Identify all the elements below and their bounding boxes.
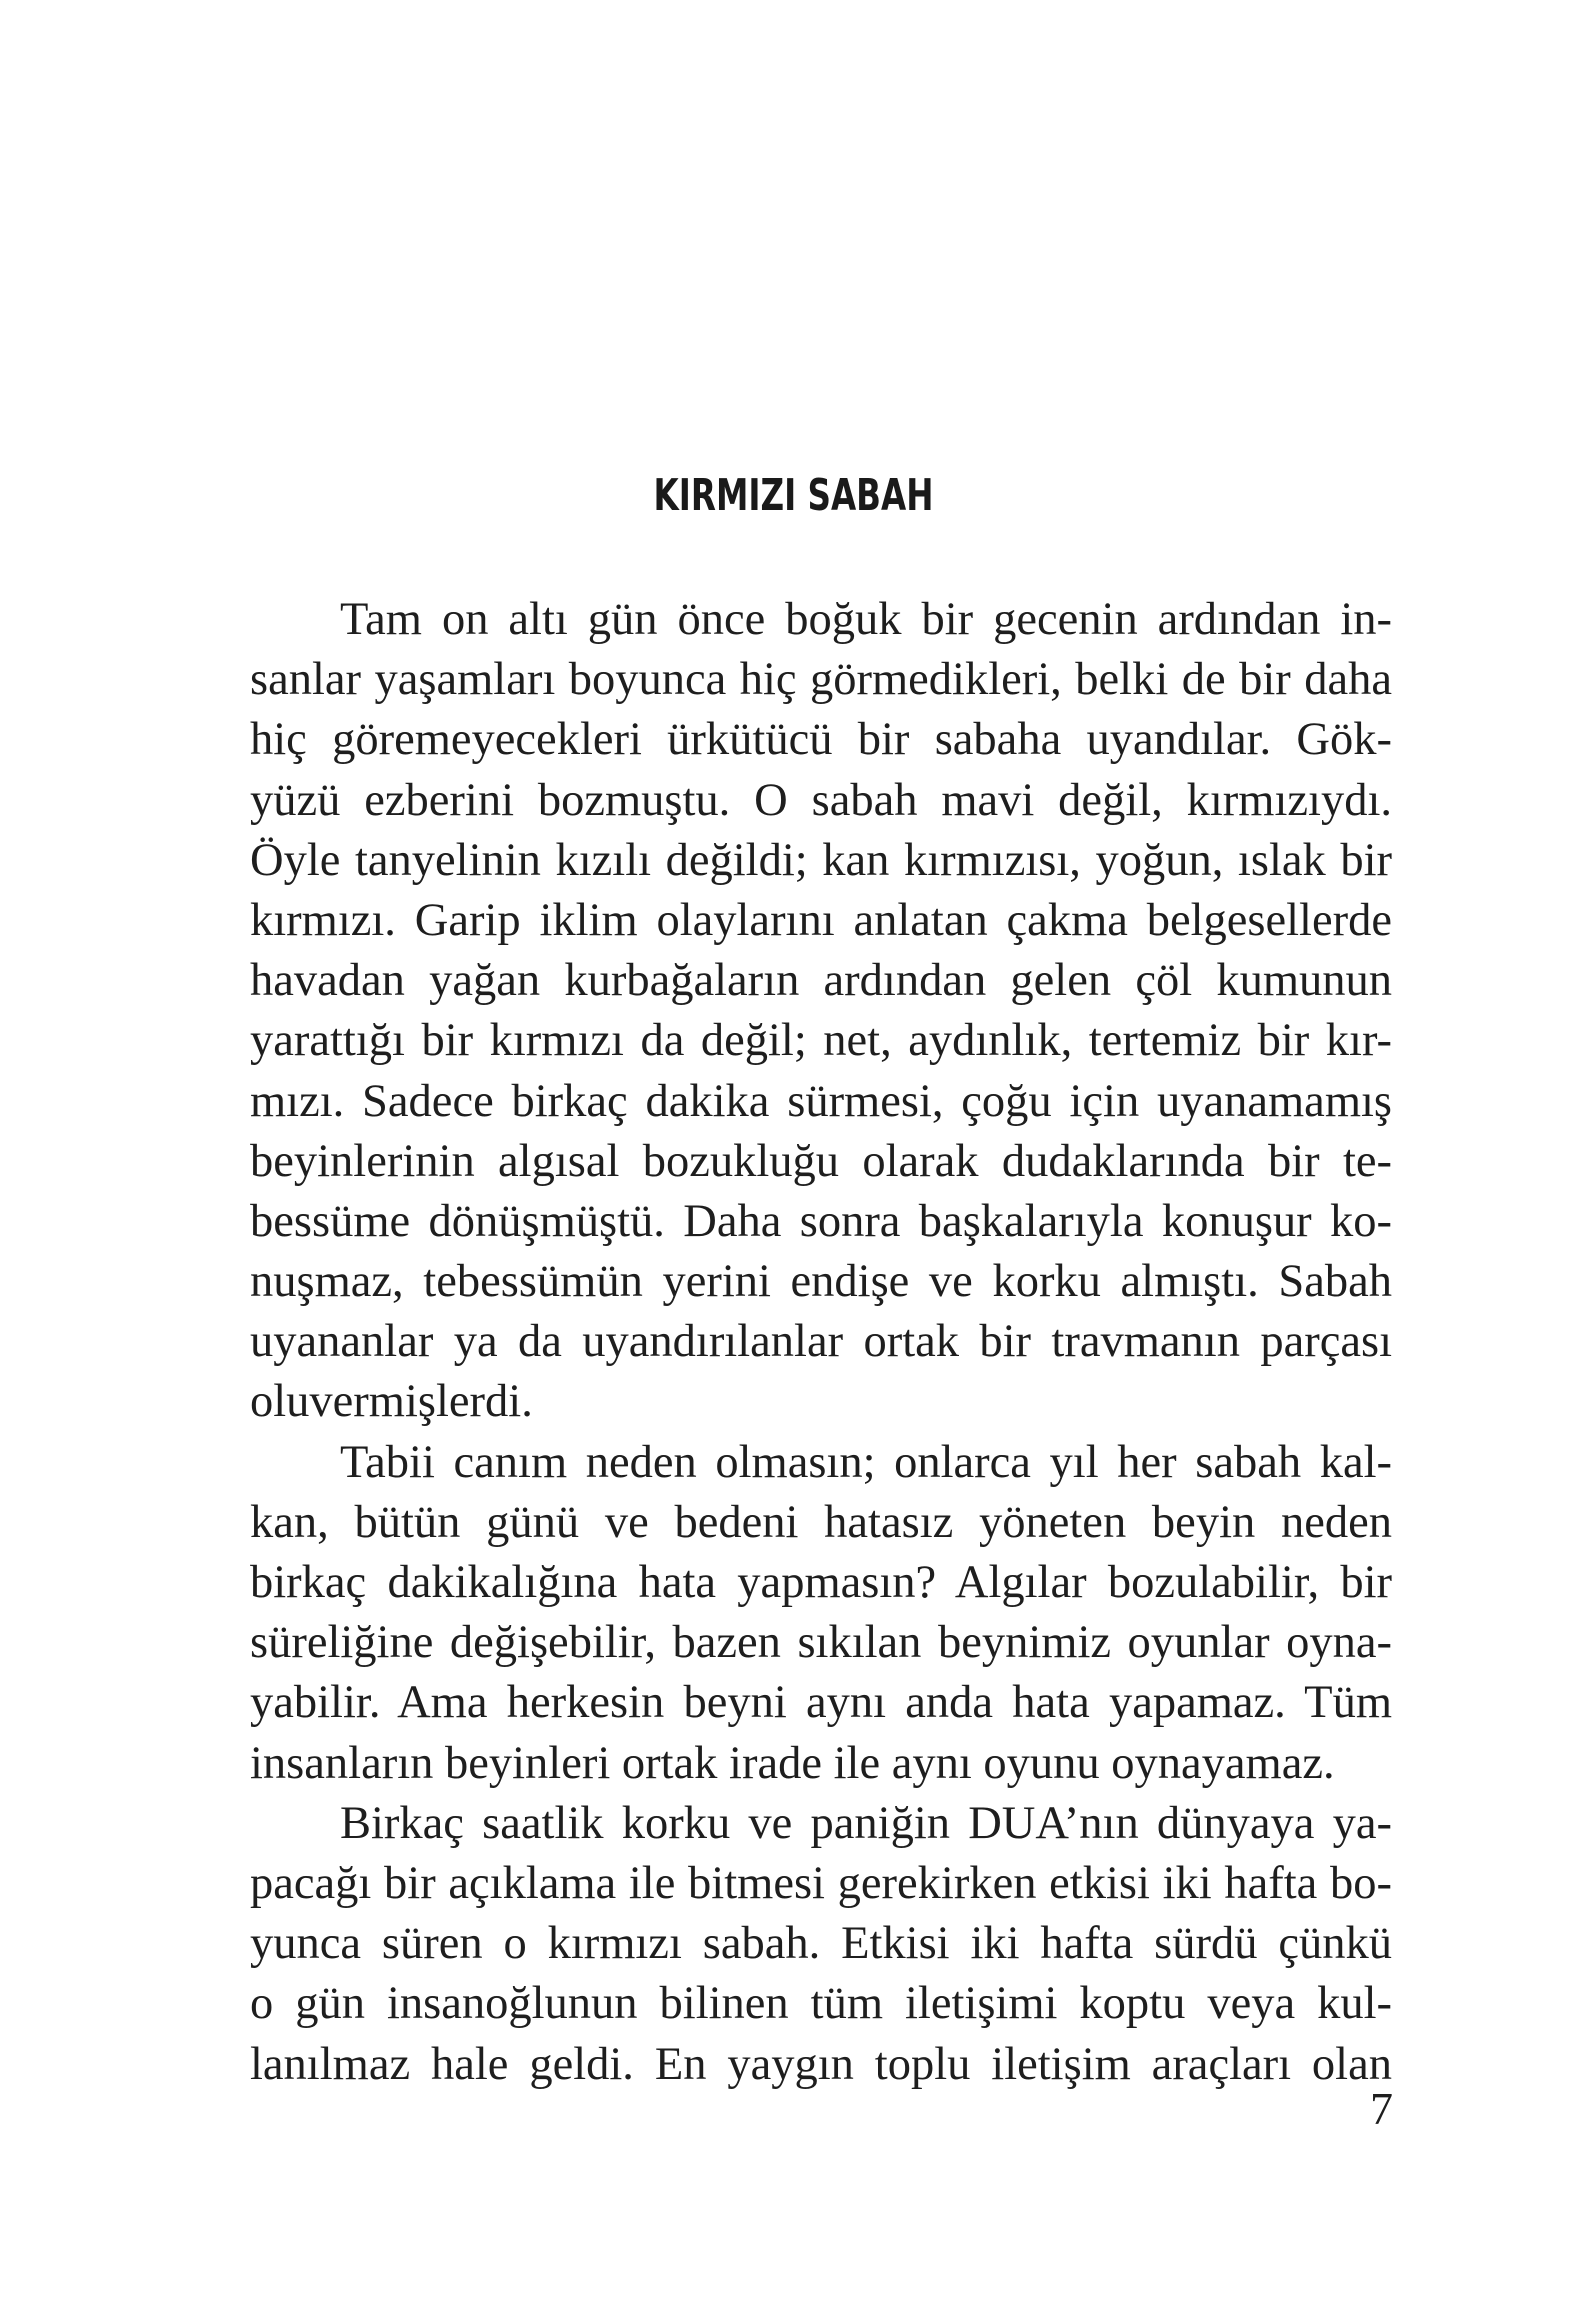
text-line: kan, bütün günü ve bedeni hatasız yöneten beyin neden: [250, 1496, 1392, 1548]
text-line: hiç göremeyecekleri ürkütücü bir sabaha uyandılar. Gök-: [250, 714, 1392, 766]
text-line: uyananlar ya da uyandırılanlar ortak bir travmanın parçası: [250, 1316, 1392, 1368]
body-text: [250, 590, 1392, 2095]
chapter-title: KIRMIZI SABAH: [653, 470, 934, 521]
text-line: sanlar yaşamları boyunca hiç görmedikleri, belki de bir daha: [250, 654, 1392, 706]
text-line: yüzü ezberini bozmuştu. O sabah mavi değil, kırmızıydı.: [250, 774, 1392, 826]
text-line: yarattığı bir kırmızı da değil; net, aydınlık, tertemiz bir kır-: [250, 1015, 1392, 1067]
text-line: oluvermişlerdi.: [250, 1376, 533, 1428]
text-line: Öyle tanyelinin kızılı değildi; kan kırmızısı, yoğun, ıslak bir: [250, 834, 1392, 886]
text-line: Tabii canım neden olmasın; onlarca yıl her sabah kal-: [340, 1436, 1392, 1488]
text-line: o gün insanoğlunun bilinen tüm iletişimi koptu veya kul-: [250, 1978, 1392, 2030]
text-line: beyinlerinin algısal bozukluğu olarak dudaklarında bir te-: [250, 1135, 1392, 1187]
text-line: mızı. Sadece birkaç dakika sürmesi, çoğu için uyanamamış: [250, 1075, 1392, 1127]
text-line: Tam on altı gün önce boğuk bir gecenin ardından in-: [340, 594, 1392, 645]
text-line: insanların beyinleri ortak irade ile aynı oyunu oynayamaz.: [250, 1737, 1335, 1789]
text-line: Birkaç saatlik korku ve paniğin DUA’nın dünyaya ya-: [340, 1797, 1392, 1849]
text-line: bessüme dönüşmüştü. Daha sonra başkalarıyla konuşur ko-: [250, 1195, 1392, 1247]
text-line: nuşmaz, tebessümün yerini endişe ve korku almıştı. Sabah: [250, 1256, 1392, 1308]
text-line: yabilir. Ama herkesin beyni aynı anda hata yapamaz. Tüm: [250, 1677, 1392, 1729]
text-line: pacağı bir açıklama ile bitmesi gerekirken etkisi iki hafta bo-: [250, 1857, 1392, 1909]
text-line: yunca süren o kırmızı sabah. Etkisi iki hafta sürdü çünkü: [250, 1918, 1392, 1970]
text-line: kırmızı. Garip iklim olaylarını anlatan çakma belgesellerde: [250, 894, 1392, 946]
text-line: lanılmaz hale geldi. En yaygın toplu iletişim araçları olan: [250, 2038, 1392, 2090]
text-line: birkaç dakikalığına hata yapmasın? Algılar bozulabilir, bir: [250, 1557, 1392, 1608]
text-line: havadan yağan kurbağaların ardından gelen çöl kumunun: [250, 955, 1392, 1007]
text-line: süreliğine değişebilir, bazen sıkılan beynimiz oyunlar oyna-: [250, 1617, 1392, 1669]
page-number: 7: [1370, 2083, 1393, 2134]
